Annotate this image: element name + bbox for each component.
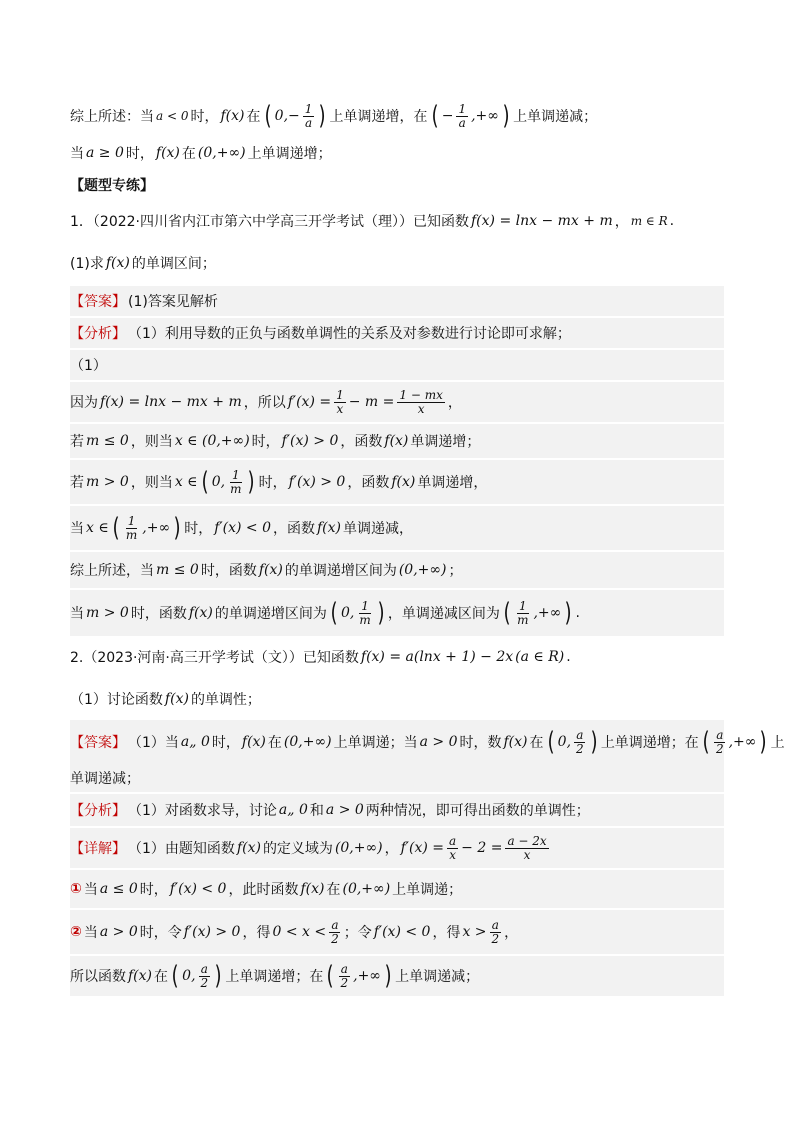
text: （1）讨论函数 <box>70 692 163 708</box>
text: （1）当 <box>128 735 179 751</box>
math: f′(x) < 0 <box>373 924 431 940</box>
text: 在 <box>246 109 261 125</box>
math: f(x) <box>391 474 416 490</box>
text: 当 <box>70 521 84 537</box>
q2-case-2 <box>70 910 724 954</box>
text: 的定义域为 <box>262 841 333 857</box>
fraction: $\frac{1}{m}$ <box>359 598 371 627</box>
fraction: $\frac{a}{x}$ <box>449 833 457 862</box>
q1-derivation-3: 若 m > 0 ，则当 x ∈ ( 0, $\frac{1}{m}$ ) 时， f′(x) > 0 ，函数 f(x) 单调递增， <box>70 460 724 504</box>
q1-derivation-6: 当 m > 0 时，函数 f(x) 的单调递增区间为 ( 0, $\frac{1}{m}$ ) ，单调递减区间为 ( $\frac{1}{m}$ ,+∞ ) . <box>70 590 724 636</box>
q1-part-label <box>70 350 724 380</box>
fraction: $\frac{1}{m}$ <box>517 598 529 627</box>
text: 2.（2023·河南·高三开学考试（文））已知函数 <box>70 650 359 666</box>
math: m > 0 <box>86 605 129 621</box>
fraction: $\frac{a}{2}$ <box>576 727 584 756</box>
fraction: $\frac{a}{2}$ <box>715 727 724 756</box>
text: 时， <box>211 735 240 751</box>
text: 单调递增， <box>417 475 488 491</box>
q1-sub1 <box>70 250 724 276</box>
math: f(x) = a(lnx + 1) − 2x <box>360 649 514 665</box>
text: 单调递增； <box>410 434 481 450</box>
text: 上单调递增；在 <box>600 735 699 751</box>
fraction: $\frac{a}{2}$ <box>491 917 500 946</box>
section-title <box>70 174 724 196</box>
text: ，得 <box>432 925 461 941</box>
math: a > 0 <box>99 924 138 940</box>
fraction: $\frac{a - 2x}{x}$ <box>507 833 547 862</box>
text: (1)答案见解析 <box>128 294 218 310</box>
text: 当 <box>70 606 84 622</box>
summary-line-1: 综上所述：当 a < 0 时， f(x) 在 ( 0,− $\frac{1}{a}$ ) 上单调递增，在 ( − $\frac{1}{a}$ ,+∞ ) 上单调递减； <box>70 101 598 131</box>
text: ，函数 <box>272 521 315 537</box>
math: f(x) <box>105 255 130 271</box>
section-title-text: 【题型专练】 <box>70 178 154 194</box>
math: f(x) <box>241 734 266 750</box>
fraction: $\frac{1}{x}$ <box>336 387 344 416</box>
math: f′(x) > 0 <box>281 433 339 449</box>
text: （1）利用导数的正负与函数单调性的关系及对参数进行讨论即可求解； <box>128 326 571 342</box>
q1-stem <box>70 208 724 234</box>
text: 在 <box>326 882 341 898</box>
math: f(x) <box>258 562 283 578</box>
math: (0,+∞) <box>283 734 332 750</box>
text: 单调递减； <box>70 771 140 787</box>
q1-derivation-1 <box>70 382 724 422</box>
text: 时，函数 <box>200 563 257 579</box>
text: 上单调递； <box>392 882 463 898</box>
text: ，得 <box>242 925 271 941</box>
q1-answer <box>70 286 724 316</box>
math: (0,+∞) <box>334 840 383 856</box>
text: 因为 <box>70 395 98 411</box>
text: ，单调递减区间为 <box>387 606 500 622</box>
text: 的单调区间； <box>131 256 216 272</box>
case-marker: ① <box>70 881 82 897</box>
q2-sub1 <box>70 686 724 712</box>
q2-answer-line-1: 【答案】 （1）当 a„ 0 时， f(x) 在 (0,+∞) 上单调递；当 a > 0 时，数 f(x) 在 ( 0, $\frac{a}{2}$ ) 上单调递增；在 ( $\frac{a}{2}$ ,+∞ ) 上 <box>70 720 724 764</box>
math: f(x) = lnx − mx + m <box>100 394 242 410</box>
fraction: $\frac{a}{2}$ <box>200 961 209 990</box>
math: (0,+∞) <box>342 881 391 897</box>
text: 若 <box>70 475 84 491</box>
summary-line-2 <box>70 140 724 166</box>
text: （1）对函数求导，讨论 <box>128 803 277 819</box>
math: 0 < x < <box>272 924 327 940</box>
analysis-tag: 【分析】 <box>70 326 126 342</box>
math: (a ∈ R) <box>515 649 565 665</box>
math: x ∈ <box>86 520 109 536</box>
text: 时， <box>251 434 280 450</box>
text: ，函数 <box>347 475 390 491</box>
math: f′(x) < 0 <box>169 881 227 897</box>
text: 时， <box>258 475 287 491</box>
answer-tag: 【答案】 <box>70 294 126 310</box>
math: 0, <box>182 968 196 984</box>
math: m ∈ R <box>630 214 668 228</box>
text: ，此时函数 <box>228 882 299 898</box>
text: ， <box>447 395 462 411</box>
text: 的单调性； <box>190 692 261 708</box>
text: 时， <box>184 521 213 537</box>
math: 0, <box>211 474 226 490</box>
fraction: $\frac{1 - mx}{x}$ <box>399 387 443 416</box>
text: 在 <box>267 735 282 751</box>
text: ；令 <box>343 925 372 941</box>
math: ,+∞ <box>471 108 499 124</box>
fraction: $\frac{1}{m}$ <box>230 467 242 496</box>
text: 时， <box>190 109 219 125</box>
text: ， <box>504 925 519 941</box>
math: x ∈ <box>174 474 198 490</box>
text: 上单调递增；在 <box>225 969 324 985</box>
math: f(x) <box>236 840 261 856</box>
q1-analysis <box>70 318 724 348</box>
math: ,+∞ <box>353 968 381 984</box>
fraction: $\frac{a}{2}$ <box>340 961 349 990</box>
math: f(x) <box>384 433 409 449</box>
text: . <box>575 605 580 621</box>
math: 0, <box>341 605 355 621</box>
math: a„ 0 <box>278 802 308 818</box>
text: （1）由题知函数 <box>128 841 235 857</box>
math: f′(x) < 0 <box>214 520 271 536</box>
math: − m = <box>348 394 395 410</box>
math: f(x) <box>155 145 180 161</box>
math: 0,− <box>274 108 300 124</box>
math: f(x) = lnx − mx + m <box>471 213 613 229</box>
math: m > 0 <box>86 474 129 490</box>
math: 0, <box>557 734 572 750</box>
text: ，所以 <box>243 395 286 411</box>
q2-answer-line-2 <box>70 764 724 792</box>
q2-analysis <box>70 794 724 826</box>
math: f(x) <box>188 605 213 621</box>
text: 在 <box>154 969 169 985</box>
text: 综上所述：当 <box>70 109 154 125</box>
math: f(x) <box>220 108 245 124</box>
text: 当 <box>83 925 98 941</box>
text: 在 <box>529 735 544 751</box>
analysis-tag: 【分析】 <box>70 803 126 819</box>
text: . <box>669 213 675 229</box>
text: 的单调递增区间为 <box>284 563 397 579</box>
text: 上单调递；当 <box>333 735 418 751</box>
math: f(x) <box>128 968 153 984</box>
math: ,+∞ <box>533 605 562 621</box>
q2-conclusion: 所以函数 f(x) 在 ( 0, $\frac{a}{2}$ ) 上单调递增；在 ( $\frac{a}{2}$ ,+∞ ) 上单调递减； <box>70 956 724 996</box>
text: 综上所述，当 <box>70 563 154 579</box>
math: − 2 = <box>461 840 503 856</box>
q1-derivation-4: 当 x ∈ ( $\frac{1}{m}$ ,+∞ ) 时， f′(x) < 0 ，函数 f(x) 单调递减， <box>70 506 724 550</box>
answer-tag: 【答案】 <box>70 735 126 751</box>
math: m ≤ 0 <box>156 562 199 578</box>
text: ， <box>384 841 399 857</box>
math: a > 0 <box>325 802 364 818</box>
fraction: $\frac{1}{m}$ <box>125 513 138 542</box>
q1-derivation-5 <box>70 552 724 588</box>
text: 上 <box>770 735 785 751</box>
text: 在 <box>181 146 196 162</box>
math: m ≤ 0 <box>86 433 129 449</box>
text: 单调递减， <box>343 521 413 537</box>
q2-detail <box>70 828 724 868</box>
math: (0,+∞) <box>398 562 447 578</box>
detail-tag: 【详解】 <box>70 841 126 857</box>
math: f′(x) = <box>400 840 444 856</box>
math: a„ 0 <box>180 734 210 750</box>
text: 时， <box>125 146 154 162</box>
text: ，则当 <box>130 475 173 491</box>
math: a < 0 <box>156 109 189 123</box>
math: a ≤ 0 <box>99 881 138 897</box>
math: ,+∞ <box>142 520 171 536</box>
text: . <box>566 649 571 665</box>
text: 1．（2022·四川省内江市第六中学高三开学考试（理））已知函数 <box>70 214 469 230</box>
text: 和 <box>309 803 324 819</box>
math: x > <box>462 924 487 940</box>
text: 若 <box>70 434 84 450</box>
text: 上单调递减； <box>513 109 598 125</box>
text: ， <box>614 214 629 230</box>
fraction: $\frac{a}{2}$ <box>331 917 339 946</box>
math: f(x) <box>300 881 325 897</box>
math: f′(x) > 0 <box>288 474 346 490</box>
math: a ≥ 0 <box>86 145 124 161</box>
text: （1） <box>70 358 107 374</box>
math: f′(x) > 0 <box>183 924 241 940</box>
text: 所以函数 <box>70 969 126 985</box>
fraction: $\frac{1}{a}$ <box>458 101 467 130</box>
text: ； <box>448 563 463 579</box>
fraction: $\frac{1}{a}$ <box>304 101 313 130</box>
text: 上单调递增，在 <box>329 109 428 125</box>
math: f(x) <box>316 520 341 536</box>
text: ，函数 <box>340 434 383 450</box>
math: x ∈ (0,+∞) <box>174 433 250 449</box>
text: 时， <box>139 882 168 898</box>
math: f(x) <box>503 734 528 750</box>
q2-case-1 <box>70 870 724 908</box>
math: a > 0 <box>419 734 458 750</box>
q2-stem <box>70 644 724 670</box>
text: 上单调递减； <box>395 969 480 985</box>
text: 时，令 <box>139 925 182 941</box>
text: 上单调递增； <box>247 146 332 162</box>
math: (0,+∞) <box>197 145 246 161</box>
text: (1)求 <box>70 256 104 272</box>
text: 时，函数 <box>130 606 187 622</box>
text: 当 <box>83 882 98 898</box>
text: 时，数 <box>459 735 502 751</box>
text: 两种情况，即可得出函数的单调性； <box>365 803 590 819</box>
math: f′(x) = <box>287 394 332 410</box>
text: 的单调递增区间为 <box>214 606 327 622</box>
text: ，则当 <box>130 434 173 450</box>
math: ,+∞ <box>728 734 757 750</box>
q1-derivation-2 <box>70 424 724 458</box>
math: f(x) <box>164 691 189 707</box>
case-marker: ② <box>70 924 82 940</box>
text: 当 <box>70 146 84 162</box>
